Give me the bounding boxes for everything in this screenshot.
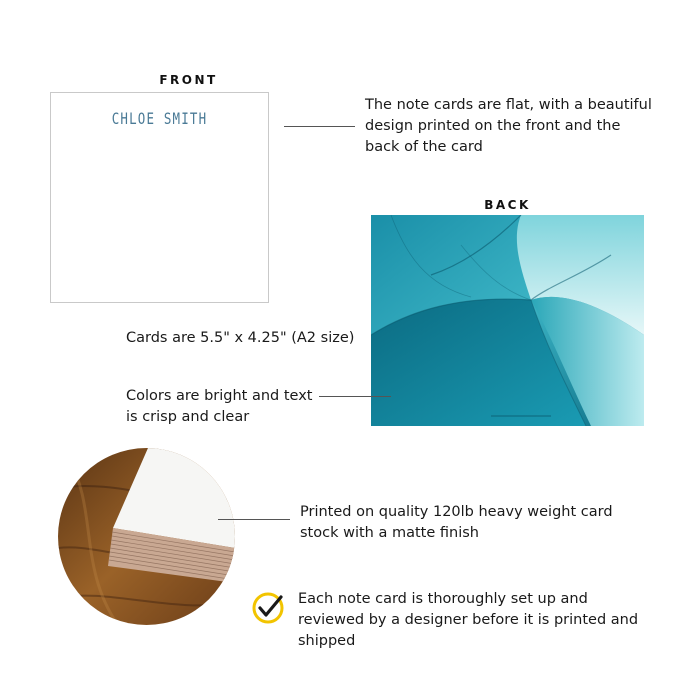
watercolor-pattern [371, 215, 644, 426]
front-card-preview [50, 92, 269, 303]
leader-line-stock [218, 519, 290, 520]
back-card-preview [371, 215, 644, 426]
card-name-text: CHLOE SMITH [111, 109, 208, 128]
card-stock-photo [58, 448, 235, 625]
back-heading: BACK [484, 198, 531, 212]
front-heading: FRONT [159, 73, 218, 87]
callout-colors: Colors are bright and text is crisp and clear [126, 388, 313, 425]
leader-line-flat [284, 126, 355, 127]
callout-flat-cards: The note cards are flat, with a beautiful design printed on the front and the back of the card [365, 97, 652, 155]
callout-card-size: Cards are 5.5" x 4.25" (A2 size) [126, 330, 355, 346]
callout-designer-review: Each note card is thoroughly set up and reviewed by a designer before it is printed and shipped [298, 591, 639, 649]
card-stack-illustration [58, 448, 235, 625]
callout-card-stock: Printed on quality 120lb heavy weight card stock with a matte finish [300, 504, 613, 541]
check-circle-icon [251, 591, 285, 625]
leader-line-colors [319, 396, 391, 397]
